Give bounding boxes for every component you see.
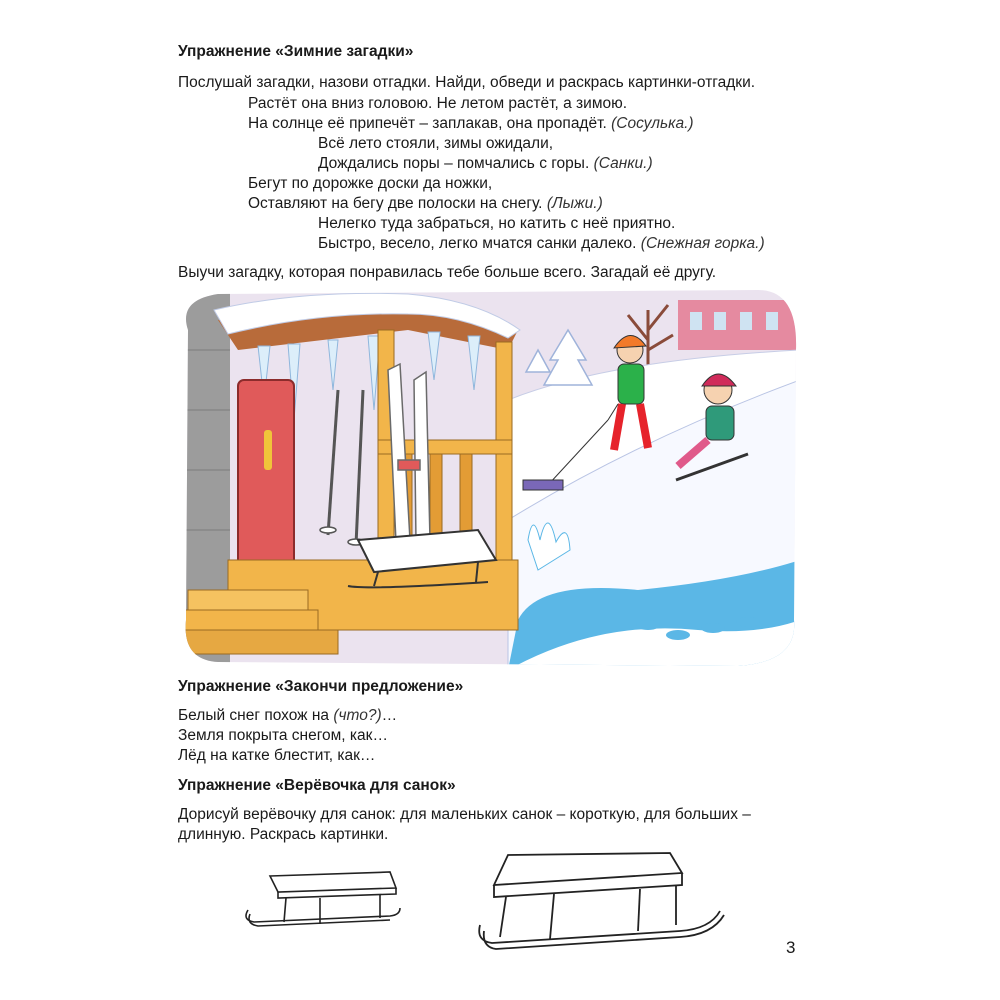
riddle2-line2-text: Дождались поры – помчались с горы. xyxy=(318,155,590,172)
exercise3-line2: длинную. Раскрась картинки. xyxy=(178,826,389,843)
exercise2-line3: Лёд на катке блестит, как… xyxy=(178,747,376,764)
page-number: 3 xyxy=(786,938,796,957)
riddle1-line1: Растёт она вниз головою. Не летом растёт, а зимою. xyxy=(248,95,628,112)
exercise2-line1-suffix: … xyxy=(381,707,398,724)
pulled-sled xyxy=(523,480,563,490)
exercise1-instruction: Послушай загадки, назови отгадки. Найди, обведи и раскрась картинки-отгадки. xyxy=(178,74,756,91)
riddle3-line1: Бегут по дорожке доски да ножки, xyxy=(248,175,493,192)
riddle1-line2 xyxy=(248,114,694,134)
riddle4-answer: (Снежная горка.) xyxy=(640,235,765,252)
riddle2-answer: (Санки.) xyxy=(593,155,653,172)
step-3 xyxy=(178,630,338,654)
exercise2-line1 xyxy=(178,706,397,726)
riddle1-answer: (Сосулька.) xyxy=(611,115,694,132)
small-sled-outline[interactable] xyxy=(240,858,410,938)
door xyxy=(238,380,294,590)
exercise3-line1: Дорисуй верёвочку для санок: для маленьких санок – короткую, для больших – xyxy=(178,806,751,823)
riddle3-line2-text: Оставляют на бегу две полоски на снегу. xyxy=(248,195,543,212)
riddle4-line1: Нелегко туда забраться, но катить с неё приятно. xyxy=(318,215,676,232)
house-icon xyxy=(678,300,800,350)
riddle3-line2 xyxy=(248,194,603,214)
exercise2-line1-prefix: Белый снег похож на xyxy=(178,707,334,724)
riddle4-line2 xyxy=(318,234,765,254)
step-2 xyxy=(178,610,318,630)
door-handle xyxy=(264,430,272,470)
large-sled-outline[interactable] xyxy=(470,845,740,960)
exercise2-title: Упражнение «Закончи предложение» xyxy=(178,678,464,695)
exercise2-line1-hint: (что?) xyxy=(333,707,382,724)
riddle2-line2 xyxy=(318,154,653,174)
exercise1-learn: Выучи загадку, которая понравилась тебе больше всего. Загадай её другу. xyxy=(178,264,717,281)
porch-post-right xyxy=(496,342,512,590)
riddle1-line2-text: На солнце её припечёт – заплакав, она пропадёт. xyxy=(248,115,607,132)
exercise1-title: Упражнение «Зимние загадки» xyxy=(178,43,414,60)
riddle4-line2-text: Быстро, весело, легко мчатся санки далеко. xyxy=(318,235,637,252)
riddle2-line1: Всё лето стояли, зимы ожидали, xyxy=(318,135,554,152)
step-1 xyxy=(188,590,308,610)
exercise3-title: Упражнение «Верёвочка для санок» xyxy=(178,777,456,794)
riddle3-answer: (Лыжи.) xyxy=(546,195,603,212)
exercise2-line2: Земля покрыта снегом, как… xyxy=(178,727,388,744)
winter-scene-illustration xyxy=(178,290,800,670)
